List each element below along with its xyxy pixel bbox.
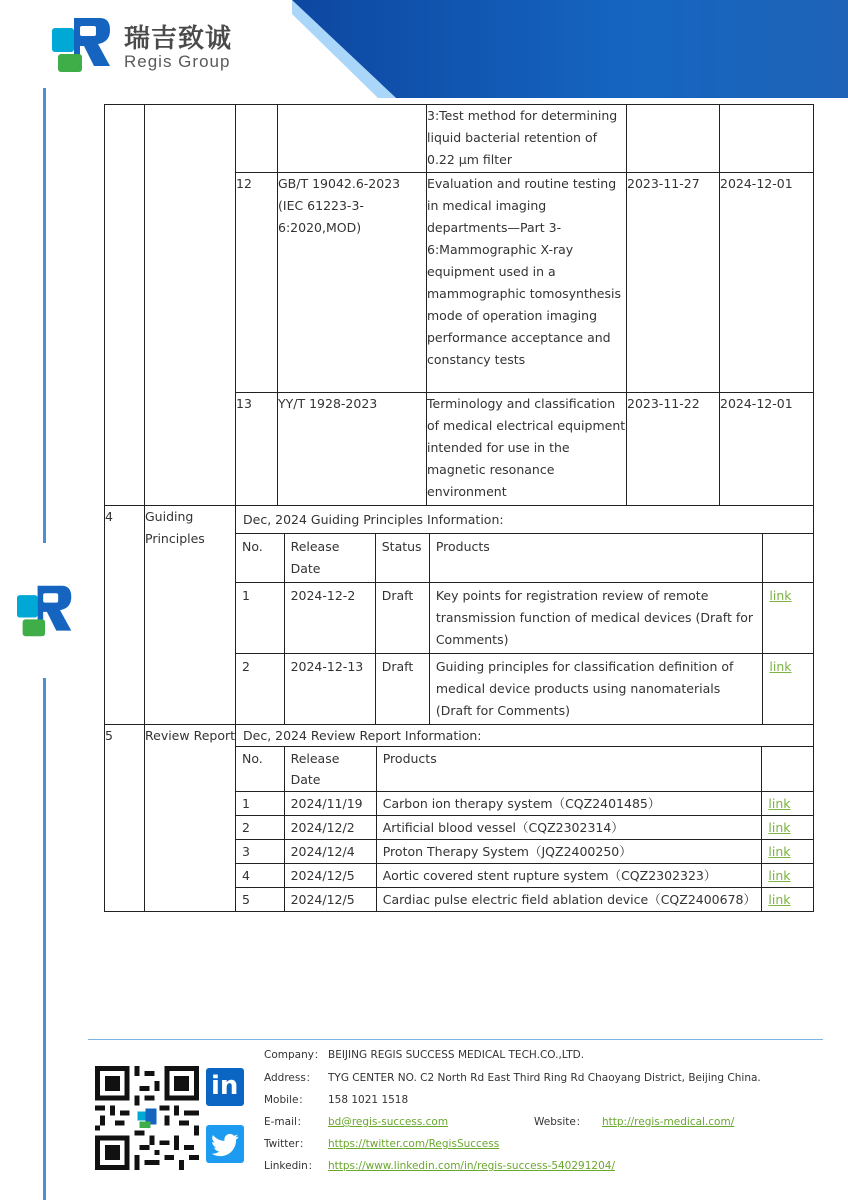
table-row — [236, 792, 813, 816]
row-no: 1 — [236, 792, 284, 816]
side-logo-icon — [17, 582, 75, 640]
row-product: Aortic covered stent rupture system（CQZ2302323） — [376, 864, 762, 888]
product-link[interactable]: link — [768, 796, 791, 811]
header-link — [763, 534, 813, 583]
table-row — [236, 864, 813, 888]
table-row — [236, 583, 813, 654]
guiding-principles-table — [236, 533, 813, 724]
product-link[interactable]: link — [769, 588, 792, 603]
table-row — [236, 816, 813, 840]
product-link[interactable]: link — [768, 844, 791, 859]
row-no: 2 — [236, 654, 284, 725]
row-no: 2 — [236, 816, 284, 840]
table-row — [236, 654, 813, 725]
header-no: No. — [236, 747, 284, 792]
twitter-link[interactable]: https://twitter.com/RegisSuccess — [328, 1138, 500, 1150]
footer-twitter: Twitter： https://twitter.com/RegisSuccess — [264, 1138, 500, 1150]
standard-title: Evaluation and routine testing in medical imaging departments—Part 3-6:Mammographic X-ray equipment used in a mammographic tomosynthesis mode of operation imaging performance acceptance and constancy tests — [427, 173, 627, 393]
product-link[interactable]: link — [768, 820, 791, 835]
table-row — [236, 840, 813, 864]
linkedin-icon[interactable]: in — [206, 1068, 244, 1106]
regis-logo-icon — [52, 14, 114, 76]
standard-release-date — [627, 105, 720, 173]
row-status: Draft — [375, 583, 429, 654]
header-products: Products — [376, 747, 762, 792]
review-report-content — [236, 725, 814, 912]
side-line-top — [43, 88, 46, 543]
guiding-caption: Dec, 2024 Guiding Principles Information: — [243, 512, 504, 527]
review-report-table — [236, 746, 813, 911]
standard-code: GB/T 19042.6-2023 (IEC 61223-3-6:2020,MOD) — [278, 173, 427, 393]
product-link[interactable]: link — [768, 892, 791, 907]
product-link[interactable]: link — [768, 868, 791, 883]
qr-code-icon[interactable] — [95, 1066, 199, 1170]
header-release-date: Release Date — [284, 747, 376, 792]
footer-divider — [88, 1039, 823, 1040]
standard-no: 13 — [236, 393, 278, 506]
regulations-table — [104, 104, 814, 912]
section-name: Review Report — [145, 725, 236, 912]
row-no: 5 — [236, 888, 284, 912]
row-no: 3 — [236, 840, 284, 864]
header-products: Products — [429, 534, 763, 583]
guiding-principles-content — [236, 506, 814, 725]
table-row — [105, 105, 814, 173]
standard-implement-date: 2024-12-01 — [720, 173, 814, 393]
address-value: TYG CENTER NO. C2 North Rd East Third Ring Rd Chaoyang District, Beijing China. — [328, 1072, 761, 1084]
section-name-cell — [145, 105, 236, 506]
header-band — [292, 0, 848, 98]
twitter-bird-icon — [206, 1125, 244, 1163]
table-header-row — [236, 534, 813, 583]
table-header-row — [236, 747, 813, 792]
email-link[interactable]: bd@regis-success.com — [328, 1116, 449, 1128]
company-value: BEIJING REGIS SUCCESS MEDICAL TECH.CO.,LTD. — [328, 1049, 585, 1061]
product-link[interactable]: link — [769, 659, 792, 674]
footer-address: Address： TYG CENTER NO. C2 North Rd East Third Ring Rd Chaoyang District, Beijing China. — [264, 1072, 761, 1084]
standard-no: 12 — [236, 173, 278, 393]
standard-title: Terminology and classification of medical electrical equipment intended for use in the magnetic resonance environment — [427, 393, 627, 506]
row-date: 2024/11/19 — [284, 792, 376, 816]
row-product: Key points for registration review of remote transmission function of medical devices (Draft for Comments) — [429, 583, 763, 654]
twitter-icon[interactable] — [206, 1125, 244, 1163]
linkedin-link[interactable]: https://www.linkedin.com/in/regis-success-540291204/ — [328, 1160, 615, 1172]
mobile-value: 158 1021 1518 — [328, 1094, 409, 1106]
standard-title: 3:Test method for determining liquid bacterial retention of 0.22 μm filter — [427, 105, 627, 173]
row-product: Cardiac pulse electric field ablation device（CQZ2400678） — [376, 888, 762, 912]
standard-code — [278, 105, 427, 173]
footer-email: E-mail： bd@regis-success.com Website： http://regis-medical.com/ — [264, 1116, 735, 1128]
website-link[interactable]: http://regis-medical.com/ — [602, 1116, 735, 1128]
company-logo — [52, 14, 262, 78]
standard-release-date: 2023-11-27 — [627, 173, 720, 393]
row-date: 2024-12-13 — [284, 654, 375, 725]
row-product: Proton Therapy System（JQZ2400250） — [376, 840, 762, 864]
row-date: 2024/12/4 — [284, 840, 376, 864]
company-name-en: Regis Group — [124, 52, 231, 71]
review-report-section — [105, 725, 814, 912]
header-no: No. — [236, 534, 284, 583]
header-status: Status — [375, 534, 429, 583]
footer-company: Company： BEIJING REGIS SUCCESS MEDICAL TECH.CO.,LTD. — [264, 1049, 585, 1061]
row-date: 2024-12-2 — [284, 583, 375, 654]
footer-linkedin: Linkedin： https://www.linkedin.com/in/regis-success-540291204/ — [264, 1160, 615, 1172]
row-no: 1 — [236, 583, 284, 654]
company-name-cn: 瑞吉致诚 — [124, 24, 233, 54]
standard-code: YY/T 1928-2023 — [278, 393, 427, 506]
row-product: Carbon ion therapy system（CQZ2401485） — [376, 792, 762, 816]
row-product: Artificial blood vessel（CQZ2302314） — [376, 816, 762, 840]
row-date: 2024/12/2 — [284, 816, 376, 840]
table-row — [236, 888, 813, 912]
row-status: Draft — [375, 654, 429, 725]
footer-mobile: Mobile： 158 1021 1518 — [264, 1094, 409, 1106]
side-line-bottom — [43, 678, 46, 1200]
section-name: Guiding Principles — [145, 506, 236, 725]
header-link — [762, 747, 813, 792]
section-no: 4 — [105, 506, 145, 725]
guiding-principles-section — [105, 506, 814, 725]
review-caption: Dec, 2024 Review Report Information: — [243, 728, 482, 743]
row-product: Guiding principles for classification definition of medical device products using nanomaterials (Draft for Comments) — [429, 654, 763, 725]
standard-implement-date — [720, 105, 814, 173]
row-date: 2024/12/5 — [284, 864, 376, 888]
standard-implement-date: 2024-12-01 — [720, 393, 814, 506]
section-no-cell — [105, 105, 145, 506]
standard-release-date: 2023-11-22 — [627, 393, 720, 506]
row-no: 4 — [236, 864, 284, 888]
header-release-date: Release Date — [284, 534, 375, 583]
standard-no — [236, 105, 278, 173]
section-no: 5 — [105, 725, 145, 912]
row-date: 2024/12/5 — [284, 888, 376, 912]
